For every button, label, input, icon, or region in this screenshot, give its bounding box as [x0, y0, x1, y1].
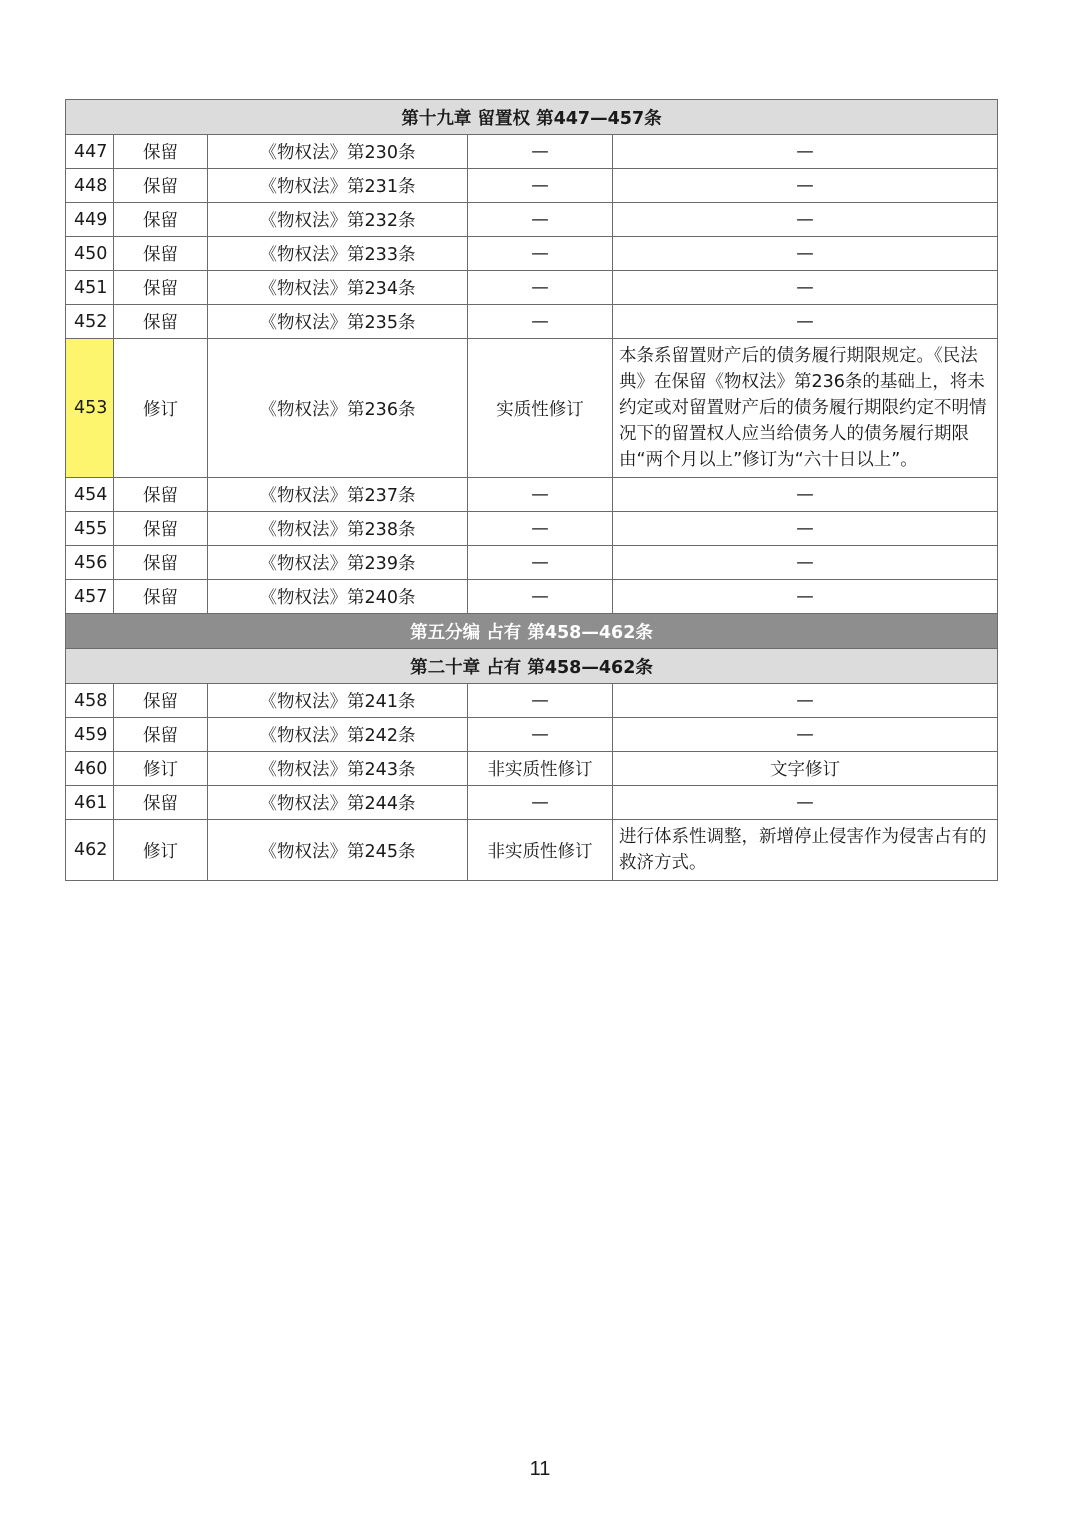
table-row	[66, 135, 998, 169]
source-article-cell: 《物权法》第233条	[208, 237, 468, 271]
status-cell: 保留	[114, 786, 208, 820]
table-row	[66, 237, 998, 271]
source-article-cell: 《物权法》第242条	[208, 718, 468, 752]
note-cell: —	[613, 478, 998, 512]
source-article-cell: 《物权法》第232条	[208, 203, 468, 237]
table-row	[66, 820, 998, 881]
table-row	[66, 169, 998, 203]
note-cell: —	[613, 718, 998, 752]
source-article-cell: 《物权法》第239条	[208, 546, 468, 580]
status-cell: 修订	[114, 752, 208, 786]
revision-type-cell: 非实质性修订	[468, 752, 613, 786]
note-cell: —	[613, 237, 998, 271]
revision-type-cell: —	[468, 271, 613, 305]
status-cell: 保留	[114, 237, 208, 271]
note-cell: —	[613, 271, 998, 305]
article-number-cell: 459	[66, 718, 114, 752]
revision-type-cell: —	[468, 478, 613, 512]
status-cell: 修订	[114, 820, 208, 881]
article-number-cell: 456	[66, 546, 114, 580]
note-cell: —	[613, 305, 998, 339]
table-row	[66, 752, 998, 786]
revision-type-cell: —	[468, 237, 613, 271]
note-cell: 本条系留置财产后的债务履行期限规定。《民法典》在保留《物权法》第236条的基础上，将未约定或对留置财产后的债务履行期限约定不明情况下的留置权人应当给债务人的债务履行期限由“两个月以上”修订为“六十日以上”。	[613, 339, 998, 478]
table-row	[66, 203, 998, 237]
status-cell: 保留	[114, 684, 208, 718]
note-cell: 文字修订	[613, 752, 998, 786]
note-cell: —	[613, 203, 998, 237]
revision-type-cell: —	[468, 135, 613, 169]
section-header: 第二十章 占有 第458—462条	[66, 649, 998, 684]
note-cell: —	[613, 546, 998, 580]
article-number-cell: 458	[66, 684, 114, 718]
status-cell: 保留	[114, 203, 208, 237]
status-cell: 修订	[114, 339, 208, 478]
revision-type-cell: —	[468, 512, 613, 546]
revision-type-cell: —	[468, 684, 613, 718]
table-row	[66, 305, 998, 339]
source-article-cell: 《物权法》第238条	[208, 512, 468, 546]
table-row	[66, 478, 998, 512]
note-cell: —	[613, 684, 998, 718]
revision-type-cell: 非实质性修订	[468, 820, 613, 881]
revision-type-cell: —	[468, 169, 613, 203]
source-article-cell: 《物权法》第231条	[208, 169, 468, 203]
status-cell: 保留	[114, 305, 208, 339]
source-article-cell: 《物权法》第244条	[208, 786, 468, 820]
table-row	[66, 718, 998, 752]
section-header: 第五分编 占有 第458—462条	[66, 614, 998, 649]
status-cell: 保留	[114, 271, 208, 305]
article-number-cell: 448	[66, 169, 114, 203]
note-cell: —	[613, 580, 998, 614]
table-row	[66, 512, 998, 546]
revision-type-cell: 实质性修订	[468, 339, 613, 478]
status-cell: 保留	[114, 512, 208, 546]
source-article-cell: 《物权法》第237条	[208, 478, 468, 512]
note-cell: —	[613, 169, 998, 203]
section-header-row	[66, 100, 998, 135]
article-number-cell: 450	[66, 237, 114, 271]
revision-type-cell: —	[468, 546, 613, 580]
table-row	[66, 271, 998, 305]
law-comparison-table	[65, 99, 998, 881]
revision-type-cell: —	[468, 718, 613, 752]
table-row	[66, 339, 998, 478]
source-article-cell: 《物权法》第235条	[208, 305, 468, 339]
section-header-row	[66, 649, 998, 684]
table-row	[66, 580, 998, 614]
article-number-cell: 449	[66, 203, 114, 237]
source-article-cell: 《物权法》第234条	[208, 271, 468, 305]
table-row	[66, 786, 998, 820]
article-number-cell: 462	[66, 820, 114, 881]
revision-type-cell: —	[468, 203, 613, 237]
article-number-cell: 452	[66, 305, 114, 339]
status-cell: 保留	[114, 546, 208, 580]
source-article-cell: 《物权法》第245条	[208, 820, 468, 881]
status-cell: 保留	[114, 478, 208, 512]
table-row	[66, 684, 998, 718]
article-number-cell: 454	[66, 478, 114, 512]
article-number-cell: 447	[66, 135, 114, 169]
revision-type-cell: —	[468, 580, 613, 614]
note-cell: —	[613, 135, 998, 169]
article-number-cell: 455	[66, 512, 114, 546]
status-cell: 保留	[114, 169, 208, 203]
revision-type-cell: —	[468, 305, 613, 339]
article-number-cell: 460	[66, 752, 114, 786]
table-row	[66, 546, 998, 580]
section-header: 第十九章 留置权 第447—457条	[66, 100, 998, 135]
note-cell: —	[613, 786, 998, 820]
article-number-cell: 461	[66, 786, 114, 820]
article-number-cell: 451	[66, 271, 114, 305]
source-article-cell: 《物权法》第241条	[208, 684, 468, 718]
note-cell: —	[613, 512, 998, 546]
source-article-cell: 《物权法》第230条	[208, 135, 468, 169]
status-cell: 保留	[114, 580, 208, 614]
note-cell: 进行体系性调整，新增停止侵害作为侵害占有的救济方式。	[613, 820, 998, 881]
section-header-row	[66, 614, 998, 649]
article-number-cell: 453	[66, 339, 114, 478]
table-body	[66, 100, 998, 881]
source-article-cell: 《物权法》第240条	[208, 580, 468, 614]
status-cell: 保留	[114, 135, 208, 169]
status-cell: 保留	[114, 718, 208, 752]
revision-type-cell: —	[468, 786, 613, 820]
source-article-cell: 《物权法》第243条	[208, 752, 468, 786]
article-number-cell: 457	[66, 580, 114, 614]
source-article-cell: 《物权法》第236条	[208, 339, 468, 478]
page-number: 11	[529, 1458, 551, 1480]
